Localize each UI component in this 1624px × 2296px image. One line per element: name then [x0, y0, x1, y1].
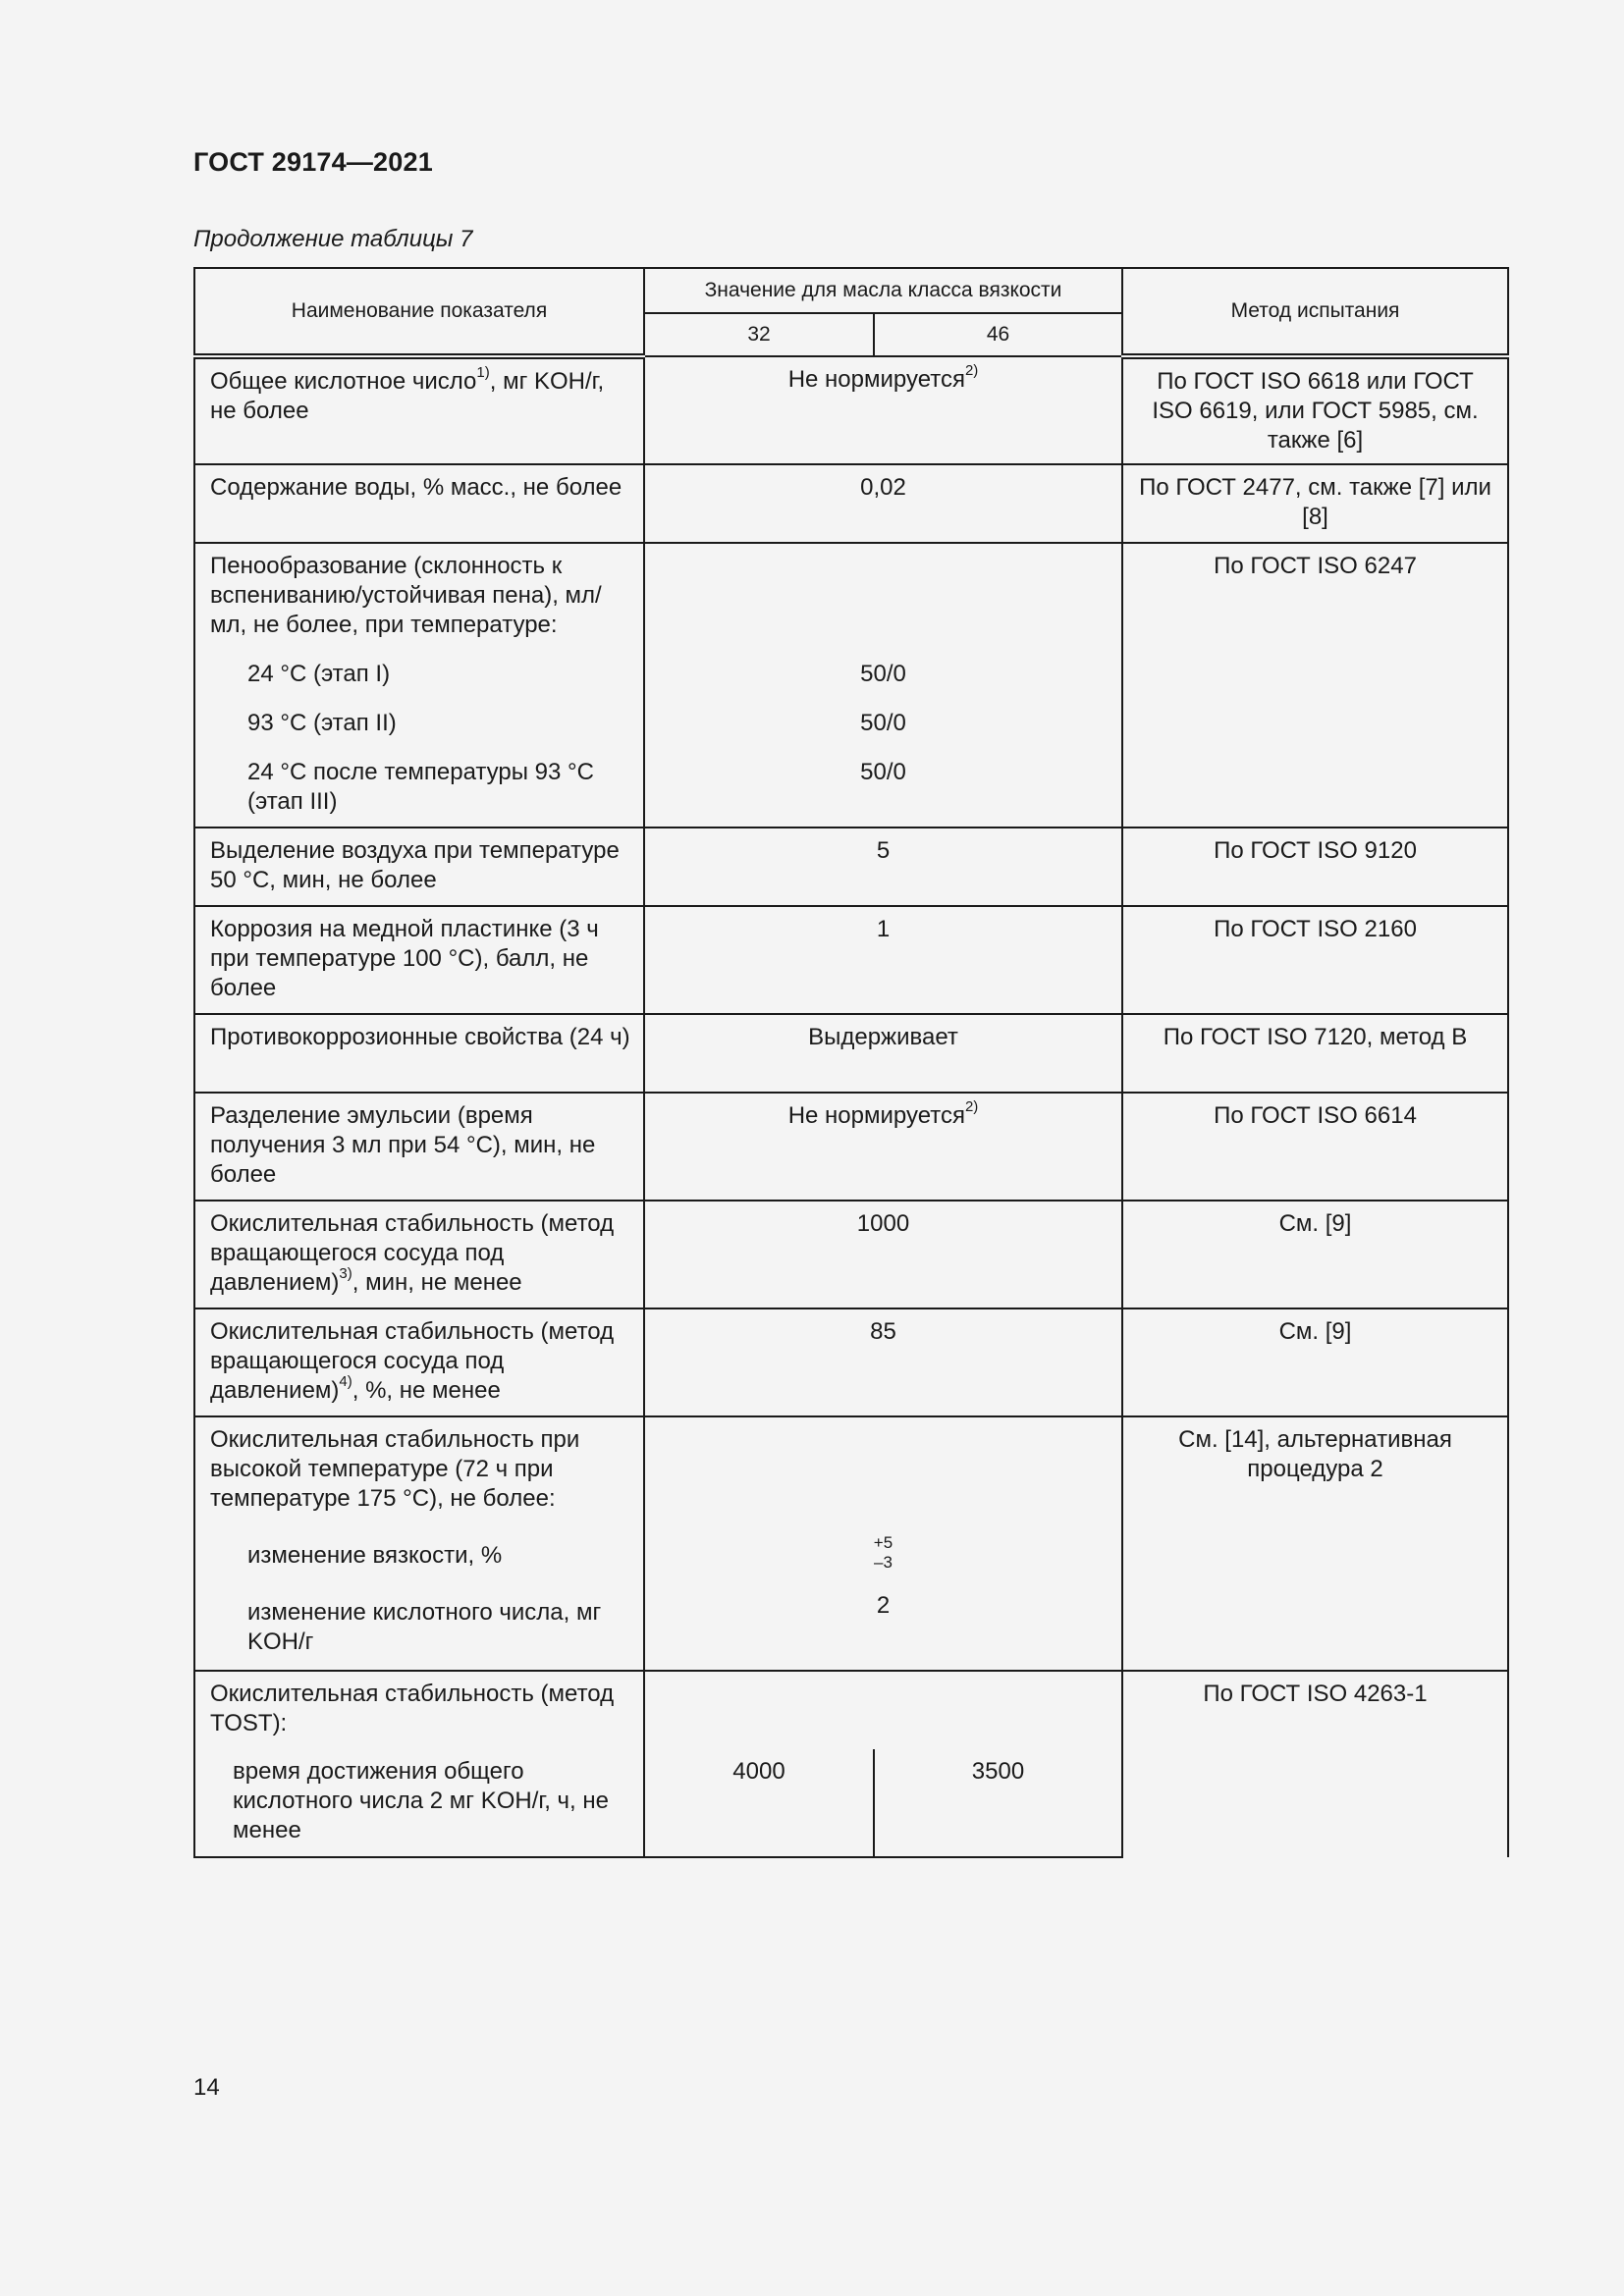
- row-method: По ГОСТ ISO 2160: [1122, 906, 1508, 1014]
- subrow-value: 50/0: [860, 759, 906, 785]
- row-name: Выделение воздуха при температуре 50 °С, мин, не более: [194, 828, 644, 906]
- row-value: [644, 1671, 1122, 1749]
- row-method: По ГОСТ ISO 9120: [1122, 828, 1508, 906]
- row-name: Пенообразование (склонность к вспениванию/устойчивая пена), мл/мл, не более, при температуре: 24 °С (этап I) 93 °С (этап II) 24 °С после температуры 93 °С (этап III): [194, 543, 644, 828]
- row-name: Окислительная стабильность (метод TOST):: [194, 1671, 644, 1749]
- row-name: Разделение эмульсии (время получения 3 мл при 54 °С), мин, не более: [194, 1093, 644, 1201]
- table-row: [194, 1308, 1508, 1416]
- row-value: Выдерживает: [644, 1014, 1122, 1093]
- row-name: Содержание воды, % масс., не более: [194, 464, 644, 543]
- table-row: [194, 1201, 1508, 1308]
- subrow-value: 50/0: [860, 710, 906, 736]
- row-value: 5: [644, 828, 1122, 906]
- table-row: [194, 1014, 1508, 1093]
- specification-table: [193, 267, 1509, 1858]
- row-method: По ГОСТ ISO 4263-1: [1122, 1671, 1508, 1857]
- subrow-name: 93 °С (этап II): [247, 710, 397, 736]
- row-method: По ГОСТ ISO 6247: [1122, 543, 1508, 828]
- row-method: По ГОСТ ISO 6618 или ГОСТ ISO 6619, или ГОСТ 5985, см. также [6]: [1122, 356, 1508, 464]
- subrow-name: 24 °С (этап I): [247, 661, 391, 687]
- table-row: [194, 356, 1508, 464]
- row-value: 1: [644, 906, 1122, 1014]
- row-value: 85: [644, 1308, 1122, 1416]
- row-name: Окислительная стабильность (метод вращающегося сосуда под давлением)$^{4)}$, %, не менее: [194, 1308, 644, 1416]
- table-row: [194, 543, 1508, 828]
- header-method: Метод испытания: [1122, 268, 1508, 356]
- table-row: [194, 1416, 1508, 1671]
- row-value: [644, 543, 1122, 828]
- table-header-row: [194, 268, 1508, 313]
- row-name: Коррозия на медной пластинке (3 ч при температуре 100 °С), балл, не более: [194, 906, 644, 1014]
- header-class-46: 46: [874, 313, 1122, 356]
- header-class-32: 32: [644, 313, 874, 356]
- row-name: Окислительная стабильность (метод вращающегося сосуда под давлением)$^{3)}$, мин, не менее: [194, 1201, 644, 1308]
- viscosity-tolerance: +5 –3: [873, 1533, 893, 1572]
- row-value: 1000: [644, 1201, 1122, 1308]
- page-number: 14: [193, 2074, 220, 2101]
- header-name: Наименование показателя: [194, 268, 644, 356]
- row-value: Не нормируется$^{2)}$: [644, 356, 1122, 464]
- table-row: [194, 1671, 1508, 1749]
- document-id: ГОСТ 29174—2021: [193, 147, 433, 177]
- table-row: [194, 828, 1508, 906]
- row-method: См. [14], альтернативная процедура 2: [1122, 1416, 1508, 1671]
- subrow-value-46: 3500: [874, 1749, 1122, 1857]
- subrow-value: 50/0: [860, 661, 906, 687]
- row-name: Окислительная стабильность при высокой температуре (72 ч при температуре 175 °С), не более: изменение вязкости, % изменение кислотного числа, мг KOH/г: [194, 1416, 644, 1671]
- subrow-name: 24 °С после температуры 93 °С (этап III): [247, 759, 594, 815]
- row-method: См. [9]: [1122, 1308, 1508, 1416]
- row-method: См. [9]: [1122, 1201, 1508, 1308]
- row-method: По ГОСТ 2477, см. также [7] или [8]: [1122, 464, 1508, 543]
- row-method: По ГОСТ ISO 6614: [1122, 1093, 1508, 1201]
- table-row: [194, 1093, 1508, 1201]
- table-row: [194, 464, 1508, 543]
- header-value-group: Значение для масла класса вязкости: [644, 268, 1122, 313]
- subrow-name: изменение кислотного числа, мг KOH/г: [247, 1599, 602, 1655]
- subrow-value: 2: [876, 1592, 891, 1619]
- row-method: По ГОСТ ISO 7120, метод В: [1122, 1014, 1508, 1093]
- row-value: 0,02: [644, 464, 1122, 543]
- row-name: Общее кислотное число$^{1)}$, мг KOH/г, не более: [194, 356, 644, 464]
- row-value: [644, 1416, 1122, 1671]
- subrow-value-32: 4000: [644, 1749, 874, 1857]
- table-caption: Продолжение таблицы 7: [193, 226, 473, 252]
- row-name: Противокоррозионные свойства (24 ч): [194, 1014, 644, 1093]
- subrow-name: изменение вязкости, %: [247, 1542, 503, 1569]
- row-value: Не нормируется$^{2)}$: [644, 1093, 1122, 1201]
- table-row: [194, 906, 1508, 1014]
- subrow-name: время достижения общего кислотного числа 2 мг KOH/г, ч, не менее: [194, 1749, 644, 1857]
